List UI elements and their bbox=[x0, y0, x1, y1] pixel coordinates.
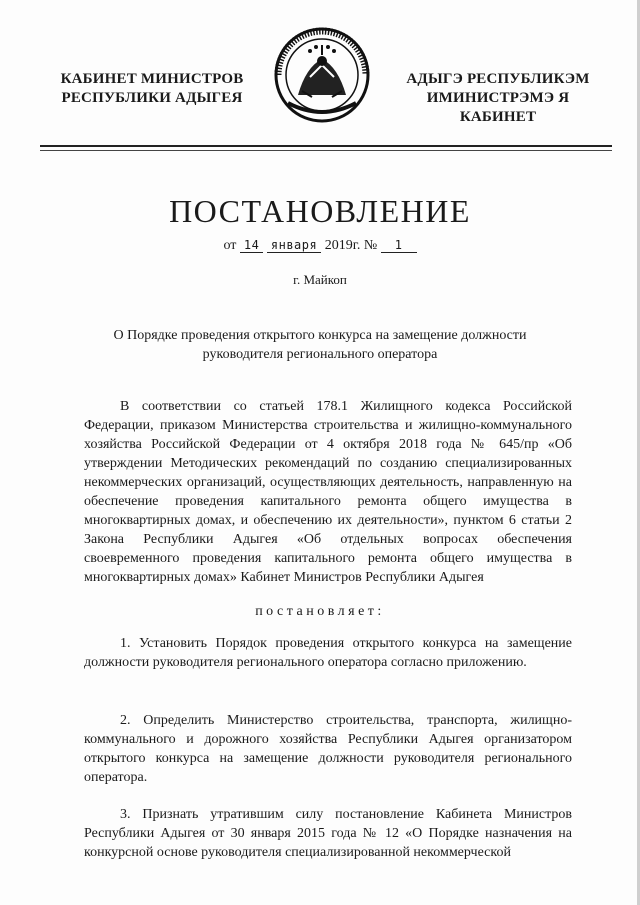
document-number: 1 bbox=[381, 238, 417, 253]
number-sign: № bbox=[363, 238, 378, 253]
item-2: 2. Определить Министерство строительства, транспорта, жилищно-коммунального и дорожного хозяйства Республики Адыгея организатором открытого конкурса на замещение должности руководителя регионального оператора. bbox=[84, 713, 572, 785]
date-line bbox=[0, 238, 640, 254]
subject-line2: руководителя регионального оператора bbox=[202, 347, 438, 362]
intro-paragraph: В соответствии со статьей 178.1 Жилищного кодекса Российской Федерации, приказом Министерства строительства и жилищно-коммунального хозяйства Российской Федерации от 4 октября 2018 года № 645/пр «Об утверждении Методических рекомендаций по созданию специализированных некоммерческих организаций, осуществляющих деятельность, направленную на обеспечение проведения капитального ремонта общего имущества в многоквартирных домах, и обеспечению их деятельности», пунктом 6 статьи 2 Закона Республики Адыгея «Об отдельных вопросах обеспечения своевременного проведения капитального ремонта общего имущества в многоквартирных домах» Кабинет Министров Республики Адыгея bbox=[84, 399, 572, 585]
date-year: 2019г. bbox=[324, 238, 361, 253]
header-divider-thin bbox=[40, 150, 612, 151]
adygea-coat-of-arms-icon bbox=[272, 25, 372, 125]
header-divider-thick bbox=[40, 145, 612, 147]
subject-line1: О Порядке проведения открытого конкурса на замещение должности bbox=[113, 328, 527, 343]
header-left-line1: КАБИНЕТ МИНИСТРОВ bbox=[60, 71, 244, 87]
date-day: 14 bbox=[240, 238, 263, 253]
document-title: ПОСТАНОВЛЕНИЕ bbox=[169, 193, 471, 229]
header-left-line2: РЕСПУБЛИКИ АДЫГЕЯ bbox=[61, 90, 243, 106]
header-left bbox=[52, 70, 252, 108]
header-right-line2: ИМИНИСТРЭМЭ Я КАБИНЕТ bbox=[426, 90, 570, 125]
resolves-heading: постановляет: bbox=[255, 604, 385, 619]
item-1: 1. Установить Порядок проведения открытого конкурса на замещение должности руководителя регионального оператора согласно приложению. bbox=[84, 636, 572, 670]
item-3: 3. Признать утратившим силу постановление Кабинета Министров Республики Адыгея от 30 января 2015 года № 12 «О Порядке назначения на конкурсной основе руководителя специализированной некоммерческой bbox=[84, 807, 572, 860]
document-subject bbox=[70, 326, 570, 364]
header-right-line1: АДЫГЭ РЕСПУБЛИКЭМ bbox=[406, 71, 590, 87]
header-right bbox=[388, 70, 608, 127]
date-prefix: от bbox=[223, 238, 237, 253]
date-month: января bbox=[267, 238, 321, 253]
city: г. Майкоп bbox=[293, 272, 347, 287]
